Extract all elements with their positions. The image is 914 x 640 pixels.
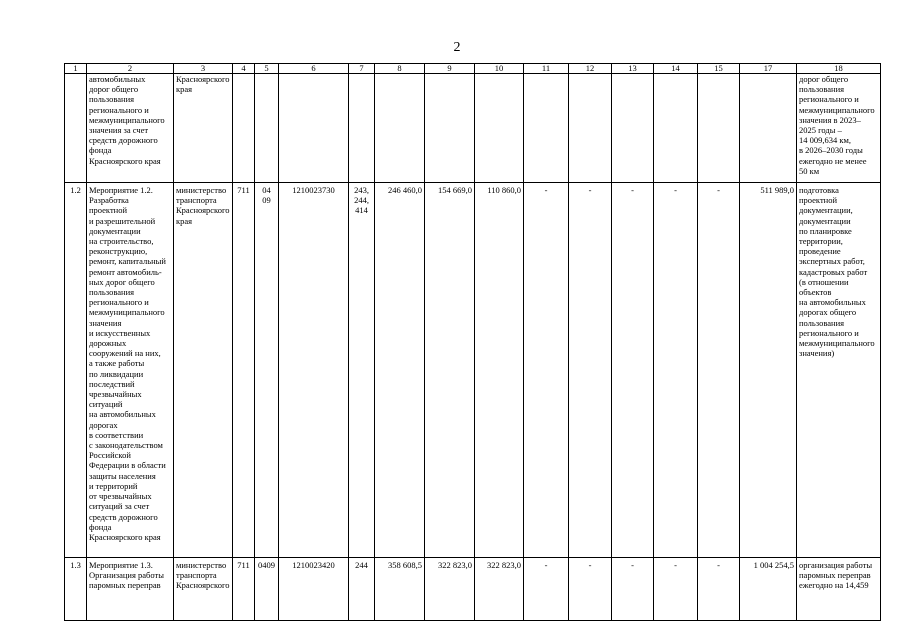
amount-col14: - bbox=[654, 558, 698, 621]
amount-col14: - bbox=[654, 183, 698, 558]
target-article-code: 1210023420 bbox=[279, 558, 349, 621]
amount-col12: - bbox=[569, 183, 612, 558]
expected-result: организация работы паромных переправ ежегодно на 14,459 bbox=[797, 558, 881, 621]
amount-col13 bbox=[612, 74, 654, 183]
amount-total bbox=[740, 74, 797, 183]
expense-type-code bbox=[349, 74, 375, 183]
header-cell: 13 bbox=[612, 64, 654, 74]
table-row bbox=[65, 183, 881, 558]
header-cell: 12 bbox=[569, 64, 612, 74]
expected-result: дорог общего пользования регионального и межмуниципального значения в 2023– 2025 годы – 14 009,634 км, в 2026–2030 годы ежегодно не менее 50 км bbox=[797, 74, 881, 183]
header-cell: 17 bbox=[740, 64, 797, 74]
target-article-code bbox=[279, 74, 349, 183]
header-row bbox=[65, 64, 881, 74]
amount-col10: 110 860,0 bbox=[475, 183, 524, 558]
responsible-org: министерство транспорта Красноярского bbox=[174, 558, 233, 621]
header-cell: 4 bbox=[233, 64, 255, 74]
section-code: 04 09 bbox=[255, 183, 279, 558]
grbs-code: 711 bbox=[233, 183, 255, 558]
amount-col12 bbox=[569, 74, 612, 183]
header-cell: 18 bbox=[797, 64, 881, 74]
grbs-code bbox=[233, 74, 255, 183]
amount-col15: - bbox=[698, 558, 740, 621]
amount-col13: - bbox=[612, 558, 654, 621]
amount-col13: - bbox=[612, 183, 654, 558]
amount-col14 bbox=[654, 74, 698, 183]
amount-col12: - bbox=[569, 558, 612, 621]
measure-name: автомобильных дорог общего пользования регионального и межмуниципального значения за счет средств дорожного фонда Красноярского края bbox=[87, 74, 174, 183]
responsible-org: министерство транспорта Красноярского края bbox=[174, 183, 233, 558]
budget-table bbox=[64, 63, 881, 621]
amount-col15: - bbox=[698, 183, 740, 558]
amount-col9: 322 823,0 bbox=[425, 558, 475, 621]
amount-total: 511 989,0 bbox=[740, 183, 797, 558]
expected-result: подготовка проектной документации, документации по планировке территории, проведение экспертных работ, кадастровых работ (в отношении объектов на автомобильных дорогах общего пользования регионального и межмуниципального значения) bbox=[797, 183, 881, 558]
header-cell: 7 bbox=[349, 64, 375, 74]
target-article-code: 1210023730 bbox=[279, 183, 349, 558]
header-cell: 5 bbox=[255, 64, 279, 74]
amount-col8: 246 460,0 bbox=[375, 183, 425, 558]
amount-total: 1 004 254,5 bbox=[740, 558, 797, 621]
amount-col11 bbox=[524, 74, 569, 183]
header-cell: 6 bbox=[279, 64, 349, 74]
header-cell: 2 bbox=[87, 64, 174, 74]
amount-col10 bbox=[475, 74, 524, 183]
header-cell: 11 bbox=[524, 64, 569, 74]
section-code: 0409 bbox=[255, 558, 279, 621]
section-code bbox=[255, 74, 279, 183]
table-row bbox=[65, 74, 881, 183]
row-number: 1.2 bbox=[65, 183, 87, 558]
header-cell: 9 bbox=[425, 64, 475, 74]
amount-col15 bbox=[698, 74, 740, 183]
amount-col9: 154 669,0 bbox=[425, 183, 475, 558]
header-cell: 14 bbox=[654, 64, 698, 74]
amount-col10: 322 823,0 bbox=[475, 558, 524, 621]
measure-name: Мероприятие 1.3. Организация работы паромных переправ bbox=[87, 558, 174, 621]
table-row bbox=[65, 558, 881, 621]
expense-type-code: 244 bbox=[349, 558, 375, 621]
expense-type-code: 243, 244, 414 bbox=[349, 183, 375, 558]
header-cell: 10 bbox=[475, 64, 524, 74]
header-cell: 3 bbox=[174, 64, 233, 74]
header-cell: 8 bbox=[375, 64, 425, 74]
amount-col9 bbox=[425, 74, 475, 183]
amount-col8 bbox=[375, 74, 425, 183]
page-number: 2 bbox=[453, 40, 461, 55]
amount-col11: - bbox=[524, 183, 569, 558]
amount-col8: 358 608,5 bbox=[375, 558, 425, 621]
amount-col11: - bbox=[524, 558, 569, 621]
header-cell: 1 bbox=[65, 64, 87, 74]
grbs-code: 711 bbox=[233, 558, 255, 621]
header-cell: 15 bbox=[698, 64, 740, 74]
responsible-org: Красноярского края bbox=[174, 74, 233, 183]
row-number: 1.3 bbox=[65, 558, 87, 621]
row-number bbox=[65, 74, 87, 183]
measure-name: Мероприятие 1.2. Разработка проектной и разрешительной документации на строительство, реконструкцию, ремонт, капитальный ремонт автомобиль- ных дорог общего пользования регионального и межмуниципального значения и искусственных дорожных сооружений на них, а также работы по ликвидации последствий чрезвычайных ситуаций на автомобильных дорогах в соответствии с законодательством Российской Федерации в области защиты населения и территорий от чрезвычайных ситуаций за счет средств дорожного фонда Красноярского края bbox=[87, 183, 174, 558]
